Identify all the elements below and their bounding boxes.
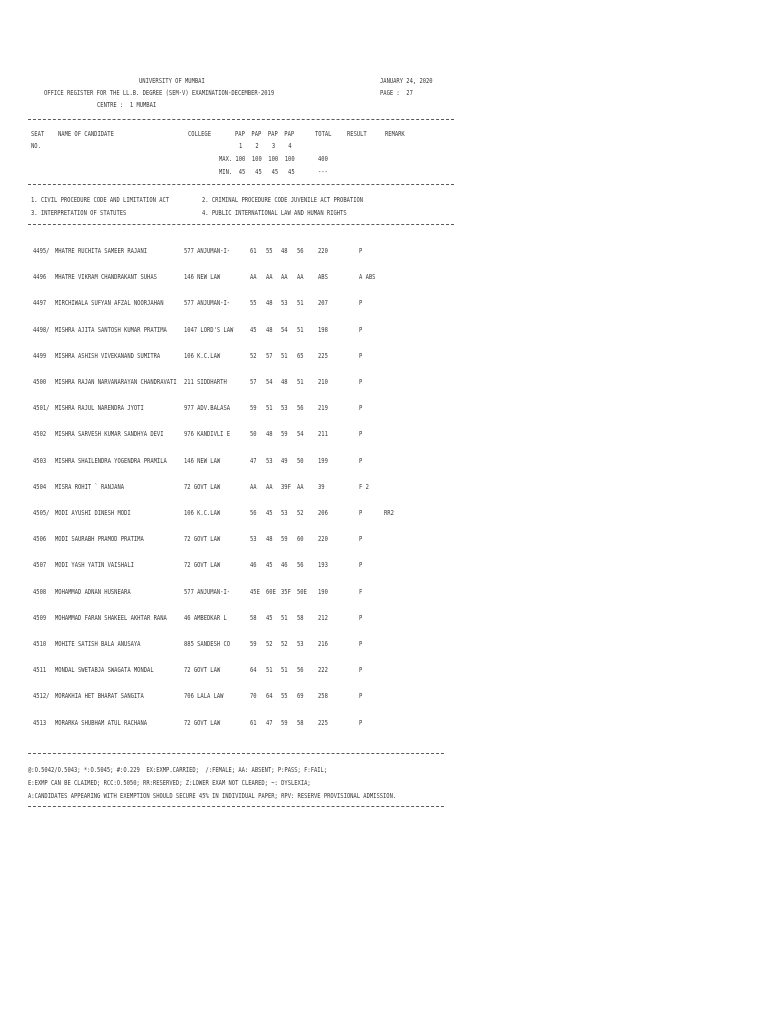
paper-4-marks: 50E bbox=[297, 587, 307, 596]
paper-2-marks: AA bbox=[266, 273, 273, 282]
paper-4-marks: 56 bbox=[297, 247, 304, 255]
candidate-name: MISRA ROHIT ` RANJANA bbox=[55, 482, 125, 491]
total-marks: 225 bbox=[318, 718, 328, 727]
divider-footer-bottom bbox=[28, 806, 444, 807]
college-name: 577 ANJUMAN-I- bbox=[184, 587, 231, 596]
candidate-name: MISHRA AJITA SANTOSH KUMAR PRATIMA bbox=[55, 325, 167, 334]
table-row bbox=[0, 299, 768, 309]
report-date: JANUARY 24, 2020 bbox=[380, 77, 433, 85]
paper-1-marks: 57 bbox=[250, 378, 257, 386]
subject-1: 1. CIVIL PROCEDURE CODE AND LIMITATION ACT bbox=[31, 196, 170, 204]
candidate-name: MODI AYUSHI DINESH MODI bbox=[55, 509, 131, 517]
paper-4-marks: 51 bbox=[297, 325, 304, 334]
report-title: OFFICE REGISTER FOR THE LL.B. DEGREE (SEM-V) EXAMINATION-DECEMBER-2019 bbox=[44, 89, 275, 97]
paper-1-marks: 53 bbox=[250, 535, 257, 544]
college-name: 146 NEW LAW bbox=[184, 456, 221, 465]
subject-3: 3. INTERPRETATION OF STATUTES bbox=[31, 209, 127, 217]
paper-3-marks: 53 bbox=[281, 404, 288, 413]
university-name: UNIVERSITY OF MUMBAI bbox=[139, 77, 205, 85]
table-row bbox=[0, 273, 768, 283]
college-name: 577 ANJUMAN-I- bbox=[184, 299, 231, 308]
table-row bbox=[0, 535, 768, 545]
seat-no: 4495/ bbox=[33, 247, 50, 255]
total-marks: 193 bbox=[318, 561, 328, 570]
seat-no: 4498/ bbox=[33, 325, 50, 334]
candidate-name: MONDAL SWETABJA SWAGATA MONDAL bbox=[55, 666, 154, 675]
paper-2-marks: 45 bbox=[266, 561, 273, 570]
col-seat-no: NO. bbox=[31, 142, 41, 150]
result: F 2 bbox=[359, 482, 369, 491]
paper-2-marks: 48 bbox=[266, 535, 273, 544]
candidate-name: MORAKHIA HET BHARAT SANGITA bbox=[55, 692, 144, 701]
total-marks: 225 bbox=[318, 351, 328, 360]
paper-3-marks: 59 bbox=[281, 430, 288, 439]
paper-4-marks: 69 bbox=[297, 692, 304, 701]
table-row bbox=[0, 457, 768, 467]
divider-subjects-bottom bbox=[28, 224, 454, 225]
candidate-name: MODI YASH YATIN VAISHALI bbox=[55, 561, 134, 570]
paper-3-marks: 51 bbox=[281, 666, 288, 675]
paper-1-marks: 46 bbox=[250, 561, 257, 570]
max-total: 400 bbox=[318, 155, 328, 163]
result: P bbox=[359, 692, 363, 701]
paper-3-marks: 59 bbox=[281, 535, 288, 544]
paper-2-marks: 54 bbox=[266, 378, 273, 386]
total-marks: 199 bbox=[318, 456, 328, 465]
paper-1-marks: 52 bbox=[250, 351, 257, 360]
paper-2-marks: 48 bbox=[266, 325, 273, 334]
paper-1-marks: 64 bbox=[250, 666, 257, 675]
result: A ABS bbox=[359, 273, 376, 282]
seat-no: 4512/ bbox=[33, 692, 50, 701]
paper-4-marks: 56 bbox=[297, 561, 304, 570]
college-name: 106 K.C.LAW bbox=[184, 509, 221, 517]
total-marks: 190 bbox=[318, 587, 328, 596]
min-marks-row: MIN. 45 45 45 45 bbox=[219, 168, 295, 176]
college-name: 72 GOVT LAW bbox=[184, 561, 221, 570]
paper-3-marks: 49 bbox=[281, 456, 288, 465]
legend-line-1: @:O.5042/O.5043; *:O.5045; #:O.229 EX:EXMP.CARRIED; /:FEMALE; AA: ABSENT; P:PASS; F:FAIL; bbox=[28, 766, 328, 774]
paper-2-marks: 53 bbox=[266, 456, 273, 465]
table-row bbox=[0, 483, 768, 493]
candidate-name: MISHRA ASHISH VIVEKANAND SUMITRA bbox=[55, 351, 161, 360]
college-name: 577 ANJUMAN-I- bbox=[184, 247, 231, 255]
paper-2-marks: 47 bbox=[266, 718, 273, 727]
paper-1-marks: 70 bbox=[250, 692, 257, 701]
paper-3-marks: 55 bbox=[281, 692, 288, 701]
candidate-name: MISHRA SARVESH KUMAR SANDHYA DEVI bbox=[55, 430, 164, 439]
result: P bbox=[359, 640, 363, 648]
paper-3-marks: 46 bbox=[281, 561, 288, 570]
seat-no: 4503 bbox=[33, 456, 47, 465]
total-marks: 220 bbox=[318, 247, 328, 255]
col-seat: SEAT bbox=[31, 130, 45, 138]
paper-2-marks: 55 bbox=[266, 247, 273, 255]
table-row bbox=[0, 640, 768, 650]
result: P bbox=[359, 613, 363, 622]
paper-4-marks: 56 bbox=[297, 404, 304, 413]
seat-no: 4513 bbox=[33, 718, 47, 727]
result: P bbox=[359, 561, 363, 570]
total-marks: 211 bbox=[318, 430, 328, 439]
table-row bbox=[0, 404, 768, 414]
candidate-name: MHATRE VIKRAM CHANDRAKANT SUHAS bbox=[55, 273, 157, 282]
seat-no: 4496 bbox=[33, 273, 47, 282]
paper-3-marks: 51 bbox=[281, 351, 288, 360]
paper-2-marks: 48 bbox=[266, 430, 273, 439]
table-row bbox=[0, 588, 768, 598]
table-row bbox=[0, 509, 768, 519]
candidate-name: MHATRE RUCHITA SAMEER RAJANI bbox=[55, 247, 148, 255]
min-total: --- bbox=[318, 168, 328, 176]
seat-no: 4504 bbox=[33, 482, 47, 491]
candidate-name: MOHAMMAD ADNAN HUSNEARA bbox=[55, 587, 131, 596]
paper-4-marks: 51 bbox=[297, 378, 304, 386]
result: P bbox=[359, 718, 363, 727]
subject-2: 2. CRIMINAL PROCEDURE CODE JUVENILE ACT PROBATION bbox=[202, 196, 364, 204]
college-name: 72 GOVT LAW bbox=[184, 535, 221, 544]
paper-3-marks: 59 bbox=[281, 718, 288, 727]
paper-1-marks: 47 bbox=[250, 456, 257, 465]
college-name: 1047 LORD'S LAW bbox=[184, 325, 234, 334]
seat-no: 4507 bbox=[33, 561, 47, 570]
seat-no: 4497 bbox=[33, 299, 47, 308]
paper-3-marks: 51 bbox=[281, 613, 288, 622]
seat-no: 4511 bbox=[33, 666, 47, 675]
col-total: TOTAL bbox=[315, 130, 332, 138]
seat-no: 4501/ bbox=[33, 404, 50, 413]
paper-2-marks: 57 bbox=[266, 351, 273, 360]
result: P bbox=[359, 509, 363, 517]
paper-4-marks: 65 bbox=[297, 351, 304, 360]
table-row bbox=[0, 561, 768, 571]
seat-no: 4508 bbox=[33, 587, 47, 596]
col-remark: REMARK bbox=[385, 130, 405, 138]
college-name: 706 LALA LAW bbox=[184, 692, 224, 701]
table-row bbox=[0, 352, 768, 362]
paper-4-marks: AA bbox=[297, 482, 304, 491]
table-row bbox=[0, 666, 768, 676]
total-marks: ABS bbox=[318, 273, 328, 282]
remark: RR2 bbox=[384, 509, 394, 517]
paper-4-marks: 56 bbox=[297, 666, 304, 675]
paper-1-marks: 45 bbox=[250, 325, 257, 334]
table-row bbox=[0, 247, 768, 257]
paper-3-marks: 54 bbox=[281, 325, 288, 334]
total-marks: 212 bbox=[318, 613, 328, 622]
paper-4-marks: 54 bbox=[297, 430, 304, 439]
paper-2-marks: 60E bbox=[266, 587, 276, 596]
paper-4-marks: 53 bbox=[297, 640, 304, 648]
divider-subjects-top bbox=[28, 184, 454, 185]
result: P bbox=[359, 404, 363, 413]
college-name: 977 ADV.BALASA bbox=[184, 404, 231, 413]
candidate-name: MIRCHIWALA SUFYAN AFZAL NOORJAHAN bbox=[55, 299, 164, 308]
paper-2-marks: 45 bbox=[266, 509, 273, 517]
divider-top bbox=[28, 119, 454, 120]
legend-line-2: E:EXMP CAN BE CLAIMED; RCC:O.5050; RR:RESERVED; Z:LOWER EXAM NOT CLEARED; ~: DYSLEXIA; bbox=[28, 779, 311, 787]
total-marks: 222 bbox=[318, 666, 328, 675]
page-number: PAGE : 27 bbox=[380, 89, 413, 97]
college-name: 72 GOVT LAW bbox=[184, 482, 221, 491]
col-result: RESULT bbox=[347, 130, 367, 138]
candidate-name: MISHRA RAJUL NARENDRA JYOTI bbox=[55, 404, 144, 413]
total-marks: 206 bbox=[318, 509, 328, 517]
seat-no: 4509 bbox=[33, 613, 47, 622]
paper-2-marks: 64 bbox=[266, 692, 273, 701]
table-row bbox=[0, 378, 768, 388]
paper-3-marks: AA bbox=[281, 273, 288, 282]
col-pap-headers: PAP PAP PAP PAP bbox=[235, 130, 295, 138]
col-college: COLLEGE bbox=[188, 130, 212, 138]
result: F bbox=[359, 587, 363, 596]
total-marks: 219 bbox=[318, 404, 328, 413]
result: P bbox=[359, 247, 363, 255]
table-row bbox=[0, 614, 768, 624]
college-name: 211 SIDDHARTH bbox=[184, 378, 227, 386]
paper-1-marks: 61 bbox=[250, 718, 257, 727]
table-row bbox=[0, 326, 768, 336]
candidate-name: MOHAMMAD FARAN SHAKEEL AKHTAR RANA bbox=[55, 613, 167, 622]
seat-no: 4510 bbox=[33, 640, 47, 648]
total-marks: 216 bbox=[318, 640, 328, 648]
paper-2-marks: 52 bbox=[266, 640, 273, 648]
candidate-name: MISHRA RAJAN NARVANARAYAN CHANDRAVATI bbox=[55, 378, 177, 386]
total-marks: 210 bbox=[318, 378, 328, 386]
paper-1-marks: 45E bbox=[250, 587, 260, 596]
total-marks: 207 bbox=[318, 299, 328, 308]
college-name: 72 GOVT LAW bbox=[184, 718, 221, 727]
paper-4-marks: 50 bbox=[297, 456, 304, 465]
paper-4-marks: 52 bbox=[297, 509, 304, 517]
paper-4-marks: 58 bbox=[297, 613, 304, 622]
legend-line-3: A:CANDIDATES APPEARING WITH EXEMPTION SHOULD SECURE 45% IN INDIVIDUAL PAPER; RPV: RESERVE PROVISIONAL ADMISSION. bbox=[28, 792, 397, 800]
paper-1-marks: 59 bbox=[250, 640, 257, 648]
paper-3-marks: 48 bbox=[281, 378, 288, 386]
subject-4: 4. PUBLIC INTERNATIONAL LAW AND HUMAN RIGHTS bbox=[202, 209, 347, 217]
table-row bbox=[0, 430, 768, 440]
table-row bbox=[0, 692, 768, 702]
paper-3-marks: 39F bbox=[281, 482, 291, 491]
candidate-name: MISHRA SHAILENDRA YOGENDRA PRAMILA bbox=[55, 456, 167, 465]
college-name: 146 NEW LAW bbox=[184, 273, 221, 282]
paper-1-marks: 61 bbox=[250, 247, 257, 255]
college-name: 885 SANDESH CO bbox=[184, 640, 231, 648]
paper-1-marks: 58 bbox=[250, 613, 257, 622]
paper-2-marks: 51 bbox=[266, 404, 273, 413]
result: P bbox=[359, 456, 363, 465]
result: P bbox=[359, 299, 363, 308]
divider-footer-top bbox=[28, 753, 444, 754]
paper-1-marks: 50 bbox=[250, 430, 257, 439]
result: P bbox=[359, 666, 363, 675]
paper-4-marks: 60 bbox=[297, 535, 304, 544]
candidate-name: MODI SAURABH PRAMOD PRATIMA bbox=[55, 535, 144, 544]
paper-2-marks: AA bbox=[266, 482, 273, 491]
result: P bbox=[359, 351, 363, 360]
col-name: NAME OF CANDIDATE bbox=[58, 130, 114, 138]
paper-3-marks: 48 bbox=[281, 247, 288, 255]
paper-3-marks: 53 bbox=[281, 509, 288, 517]
total-marks: 198 bbox=[318, 325, 328, 334]
total-marks: 258 bbox=[318, 692, 328, 701]
seat-no: 4502 bbox=[33, 430, 47, 439]
paper-1-marks: 59 bbox=[250, 404, 257, 413]
paper-2-marks: 45 bbox=[266, 613, 273, 622]
result: P bbox=[359, 430, 363, 439]
paper-1-marks: AA bbox=[250, 482, 257, 491]
seat-no: 4506 bbox=[33, 535, 47, 544]
centre-label: CENTRE : 1 MUMBAI bbox=[97, 101, 157, 109]
candidate-name: MOHITE SATISH BALA ANUSAYA bbox=[55, 640, 141, 648]
paper-1-marks: 56 bbox=[250, 509, 257, 517]
paper-3-marks: 35F bbox=[281, 587, 291, 596]
candidate-name: MORARKA SHUBHAM ATUL RACHANA bbox=[55, 718, 148, 727]
seat-no: 4500 bbox=[33, 378, 47, 386]
paper-1-marks: AA bbox=[250, 273, 257, 282]
paper-3-marks: 53 bbox=[281, 299, 288, 308]
result: P bbox=[359, 325, 363, 334]
seat-no: 4505/ bbox=[33, 509, 50, 517]
college-name: 976 KANDIVLI E bbox=[184, 430, 231, 439]
paper-1-marks: 55 bbox=[250, 299, 257, 308]
result: P bbox=[359, 535, 363, 544]
max-marks-row: MAX. 100 100 100 100 bbox=[219, 155, 295, 163]
paper-4-marks: AA bbox=[297, 273, 304, 282]
college-name: 46 AMBEDKAR L bbox=[184, 613, 227, 622]
college-name: 106 K.C.LAW bbox=[184, 351, 221, 360]
college-name: 72 GOVT LAW bbox=[184, 666, 221, 675]
paper-3-marks: 52 bbox=[281, 640, 288, 648]
paper-4-marks: 58 bbox=[297, 718, 304, 727]
paper-2-marks: 51 bbox=[266, 666, 273, 675]
table-row bbox=[0, 719, 768, 729]
paper-4-marks: 51 bbox=[297, 299, 304, 308]
paper-2-marks: 48 bbox=[266, 299, 273, 308]
seat-no: 4499 bbox=[33, 351, 47, 360]
result: P bbox=[359, 378, 363, 386]
total-marks: 39 bbox=[318, 482, 325, 491]
total-marks: 220 bbox=[318, 535, 328, 544]
col-pap-numbers: 1 2 3 4 bbox=[239, 142, 292, 150]
